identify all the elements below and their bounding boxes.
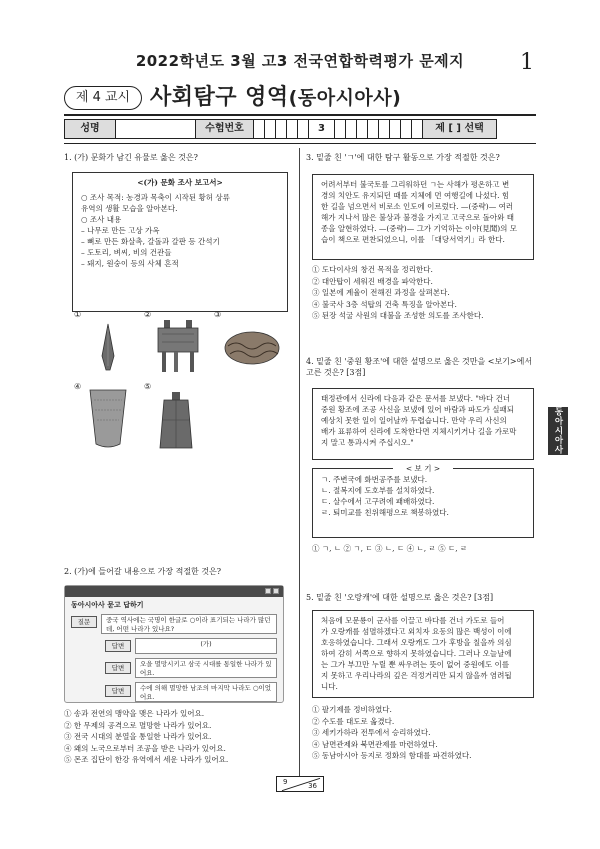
q4-bogi-item: ㄱ. 주변국에 화번공주를 보냈다. bbox=[321, 475, 428, 484]
exam-number-cell[interactable] bbox=[276, 119, 287, 139]
exam-number-digit: 3 bbox=[309, 119, 335, 139]
q4-stem: 4. 밑줄 친 '중원 황조'에 대한 설명으로 옳은 것만을 <보기>에서 고른 것은? [3점] bbox=[306, 357, 533, 377]
q5-stem: 5. 밑줄 친 '오랑캐'에 대한 설명으로 옳은 것은? [3점] bbox=[306, 593, 494, 602]
q4-bogi-title: < 보 기 > bbox=[393, 463, 453, 474]
page-number: 1 bbox=[520, 50, 534, 75]
q1-line: – 돼지, 원숭이 등의 사체 흔적 bbox=[81, 259, 179, 268]
exam-number-cell[interactable] bbox=[401, 119, 412, 139]
q5-option[interactable]: ③ 세키가하라 전투에서 승리하였다. bbox=[312, 728, 431, 737]
q3-line: 해가 지나서 많은 불상과 불경을 가지고 고국으로 돌아와 태 bbox=[321, 213, 514, 222]
q3-stem: 3. 밑줄 친 'ㄱ'에 대한 탐구 활동으로 가장 적절한 것은? bbox=[306, 153, 500, 162]
q3-line: 습이 책으로 편찬되었으니, 이를 「대당서역기」라 한다. bbox=[321, 235, 505, 244]
exam-number-cell[interactable] bbox=[357, 119, 368, 139]
q1-option-mark[interactable]: ① bbox=[74, 310, 82, 319]
qa-window-titlebar bbox=[65, 586, 283, 597]
info-bar bbox=[64, 119, 536, 139]
exam-number-cell[interactable] bbox=[368, 119, 379, 139]
column-divider bbox=[299, 148, 300, 776]
period-badge: 제 4 교시 bbox=[64, 86, 142, 110]
footer-page: 9 bbox=[283, 778, 288, 786]
q5-line: 호응하였습니다. 그래서 오랑캐도 그가 후방을 칠을까 의심 bbox=[321, 638, 512, 647]
q5-line: 하여 감히 서쪽으로 향하지 못하였습니다. 그러나 오늘날에 bbox=[321, 649, 512, 658]
q1-line: 유역의 생활 모습을 알아본다. bbox=[81, 204, 178, 213]
q5-line: 니다. bbox=[321, 682, 338, 691]
q4-bogi-item: ㄷ. 살수에서 고구려에 패배하였다. bbox=[321, 497, 435, 506]
subject-side-tab: 동아시아사 bbox=[548, 407, 568, 455]
info-rule bbox=[64, 143, 536, 144]
q4-options[interactable]: ① ㄱ, ㄴ ② ㄱ, ㄷ ③ ㄴ, ㄷ ④ ㄴ, ㄹ ⑤ ㄷ, ㄹ bbox=[312, 544, 468, 553]
q5-option[interactable]: ⑤ 동남아시아 등지로 정화의 함대를 파견하였다. bbox=[312, 751, 472, 760]
q3-line: 종을 알현하였다. —(중략)— 그가 기억하는 이야(見聞)의 모 bbox=[321, 224, 518, 233]
q3-option[interactable]: ④ 불국사 3층 석탑의 건축 특징을 알아본다. bbox=[312, 299, 457, 309]
q4-line: 배가 표류하여 신라에 도착한다면 지체시키거나 길을 가로막 bbox=[321, 427, 517, 436]
q3-line: 한 길을 넘으면서 비로소 인도에 이르렀다. —(중략)— 여러 bbox=[321, 202, 514, 211]
qa-window-title: 동아시아사 묻고 답하기 bbox=[71, 601, 144, 609]
q4-bogi-item: ㄹ. 퇴미교를 친위해평으로 책봉하였다. bbox=[321, 508, 449, 517]
q1-line: ○ 조사 목적: 농경과 목축이 시작된 황허 상류 bbox=[81, 193, 230, 202]
q1-report-box bbox=[72, 172, 288, 312]
q1-option-mark[interactable]: ③ bbox=[214, 310, 222, 319]
q5-line: 가 오랑캐를 섬멸하겠다고 외치자 요동의 많은 백성이 이에 bbox=[321, 627, 512, 636]
subject-title bbox=[150, 80, 401, 111]
answer-tag: 답변 bbox=[105, 640, 131, 652]
exam-number-cell[interactable] bbox=[390, 119, 401, 139]
q3-option[interactable]: ② 대안탑이 세워진 배경을 파악한다. bbox=[312, 276, 433, 286]
q5-options bbox=[312, 704, 534, 762]
q2-stem: 2. (가)에 들어갈 내용으로 가장 적절한 것은? bbox=[64, 567, 222, 576]
exam-number-cell[interactable] bbox=[254, 119, 265, 139]
qa-window bbox=[64, 585, 284, 703]
q5-option[interactable]: ② 수도를 대도로 옮겼다. bbox=[312, 716, 395, 726]
bronze-dagger-image bbox=[88, 322, 128, 372]
q3-passage-box bbox=[312, 174, 534, 260]
q4-passage-box bbox=[312, 388, 534, 460]
painted-pottery-image bbox=[222, 326, 282, 366]
bronze-bell-image bbox=[156, 390, 196, 452]
close-icon[interactable] bbox=[273, 588, 279, 594]
q3-option[interactable]: ① 도다이사의 창건 목적을 정리한다. bbox=[312, 265, 433, 274]
q4-line: 예상치 못한 일이 일어날까 두렵습니다. 만약 우리 사신의 bbox=[321, 416, 507, 425]
q3-line: 경의 치안도 유지되던 때를 지체에 먼 여행길에 나섰다. 힘 bbox=[321, 191, 510, 200]
q1-line: – 나무로 만든 고상 가옥 bbox=[81, 226, 160, 235]
q3-options bbox=[312, 264, 534, 322]
q2-option[interactable]: ① 송과 전연의 맹약을 맺은 나라가 있어요. bbox=[64, 709, 205, 718]
subject-sub: (동아시아사) bbox=[288, 87, 402, 109]
answer-tag: 답변 bbox=[105, 685, 131, 697]
q1-option-mark[interactable]: ② bbox=[144, 310, 152, 319]
q5-line: 지 못하고 우리나라의 깊은 걱정거리만 되지 않을까 염려됩 bbox=[321, 671, 512, 680]
question-bubble: 중국 역사에는 국명이 한글로 ○이라 표기되는 나라가 많던데, 어떤 나라가 있나요? bbox=[101, 614, 277, 634]
exam-number-cell[interactable] bbox=[335, 119, 346, 139]
q5-line: 는 그가 부끄만 누릴 뿐 싸우려는 뜻이 없어 중원에도 이를 bbox=[321, 660, 510, 669]
q4-bogi-box bbox=[312, 464, 534, 538]
answer-tag: 답변 bbox=[105, 662, 131, 674]
exam-title: 2022학년도 3월 고3 전국연합학력평가 문제지 bbox=[135, 52, 465, 70]
q1-line: – 뼈로 만든 화살촉, 갈돌과 갈판 등 간석기 bbox=[81, 237, 220, 246]
q3-option[interactable]: ③ 일본에 계율이 전해진 과정을 살펴본다. bbox=[312, 288, 450, 297]
q1-line: ○ 조사 내용 bbox=[81, 215, 122, 224]
bronze-ding-image bbox=[150, 318, 206, 374]
q2-options bbox=[64, 708, 294, 766]
page-footer bbox=[276, 776, 324, 792]
subject-main: 사회탐구 영역 bbox=[150, 85, 289, 110]
exam-number-label: 수험번호 bbox=[196, 119, 254, 139]
exam-number-cell[interactable] bbox=[287, 119, 298, 139]
q5-option[interactable]: ① 팔기제를 정비하였다. bbox=[312, 705, 392, 714]
q1-report-title: <(가) 문화 조사 보고서> bbox=[137, 178, 223, 187]
q3-option[interactable]: ⑤ 된장 석굴 사원의 대불을 조성한 의도를 조사한다. bbox=[312, 311, 484, 320]
q1-option-mark[interactable]: ④ bbox=[74, 382, 82, 391]
q5-option[interactable]: ④ 남면관제와 북면관제를 마련하였다. bbox=[312, 739, 438, 749]
exam-number-cell[interactable] bbox=[346, 119, 357, 139]
q2-option[interactable]: ⑤ 몬조 집단이 한강 유역에서 세운 나라가 있어요. bbox=[64, 755, 229, 764]
answer-bubble: (가) bbox=[135, 638, 277, 654]
comb-pottery-image bbox=[86, 388, 130, 450]
footer-total: 36 bbox=[308, 782, 317, 790]
q1-option-mark[interactable]: ⑤ bbox=[144, 382, 152, 391]
exam-number-cell[interactable] bbox=[379, 119, 390, 139]
q4-line: 중원 황조에 조공 사신을 보냈에 있어 바람과 파도가 실패되 bbox=[321, 405, 514, 414]
q4-bogi-item: ㄴ. 절복지에 도호부를 설치하였다. bbox=[321, 486, 435, 495]
question-tag: 질문 bbox=[71, 616, 97, 628]
answer-bubble: 수에 의해 멸망한 남조의 마지막 나라도 ○이었어요. bbox=[135, 682, 277, 702]
name-field[interactable] bbox=[116, 119, 196, 139]
q5-line: 처음에 모문룡이 군사를 이끌고 바다를 건너 가도로 들어 bbox=[321, 616, 505, 625]
q4-line: 지 말고 통과시켜 주십시오." bbox=[321, 438, 414, 447]
q5-passage-box bbox=[312, 610, 534, 698]
exam-number-cell[interactable] bbox=[265, 119, 276, 139]
maximize-icon[interactable] bbox=[265, 588, 271, 594]
exam-number-cell[interactable] bbox=[412, 119, 423, 139]
q1-line: – 도토리, 벼씨, 비의 건관들 bbox=[81, 248, 172, 257]
q2-option[interactable]: ③ 전국 시대의 분열을 통일한 나라가 있어요. bbox=[64, 732, 212, 741]
q2-option[interactable]: ② 한 무제의 공격으로 멸망한 나라가 있어요. bbox=[64, 720, 212, 730]
q1-stem: 1. (가) 문화가 남긴 유물로 옳은 것은? bbox=[64, 153, 198, 162]
name-label: 성명 bbox=[64, 119, 116, 139]
exam-number-cell[interactable] bbox=[298, 119, 309, 139]
q2-option[interactable]: ④ 왜의 노국으로부터 조공을 받은 나라가 있어요. bbox=[64, 743, 226, 753]
choice-label: 제 [ ] 선택 bbox=[423, 119, 497, 139]
header-rule bbox=[64, 114, 536, 116]
answer-bubble: 오을 멸망시키고 삼국 시대를 통일한 나라가 있어요. bbox=[135, 658, 277, 678]
q4-line: 태정관에서 신라에 다음과 같은 문서를 보냈다. "바다 건너 bbox=[321, 394, 511, 403]
q3-line: 어려서부터 불국토를 그리워하던 ㄱ는 사해가 평온하고 변 bbox=[321, 180, 510, 189]
